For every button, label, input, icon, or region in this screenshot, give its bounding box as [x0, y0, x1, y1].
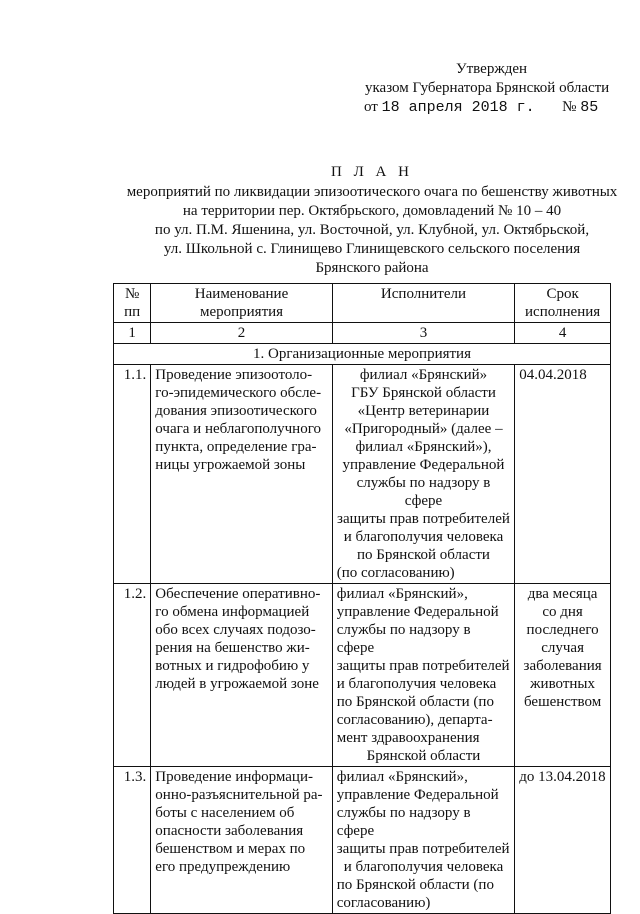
table-row — [114, 767, 611, 914]
activity-line: дования эпизоотического — [155, 403, 317, 419]
col-number: 1 — [114, 323, 151, 344]
executor-line: филиал «Брянский», — [336, 769, 468, 785]
activity-line: го-эпидемического обсле- — [155, 385, 322, 401]
table-body — [114, 365, 611, 914]
executor-line: управление Федеральной — [336, 787, 499, 803]
executor-line: филиал «Брянский» — [359, 367, 488, 383]
approval-title: Утвержден — [456, 61, 528, 77]
activity-line: обо всех случаях подозо- — [155, 622, 316, 638]
section-row — [114, 344, 611, 365]
title-line: мероприятий по ликвидации эпизоотического очага по бешенству животных — [126, 184, 618, 200]
col-number: 3 — [332, 323, 514, 344]
executor-line: согласованию), департа- — [336, 712, 493, 728]
executor-line: управление Федеральной — [336, 604, 499, 620]
activity-line: опасности заболевания — [155, 823, 304, 839]
term-line: 04.04.2018 — [519, 367, 587, 383]
executor-line: (по согласованию) — [336, 565, 455, 581]
activity-line: вотных и гидрофобию у — [155, 658, 310, 674]
header-term: Срок исполнения — [515, 284, 611, 323]
executor-line: согласованию) — [336, 895, 431, 911]
approval-number-label: № — [562, 99, 577, 115]
table-row — [114, 365, 611, 584]
activity-line: Проведение информаци- — [155, 769, 313, 785]
activity-line: людей в угрожаемой зоне — [155, 676, 319, 692]
executor-line: филиал «Брянский», — [336, 586, 468, 602]
document-title — [92, 163, 640, 278]
row-term — [515, 584, 611, 767]
term-line: со дня — [542, 604, 583, 620]
executor-line: защиты прав потребителей — [336, 658, 510, 674]
approval-block — [364, 60, 609, 117]
executor-line: ГБУ Брянской области — [351, 385, 496, 401]
executor-line: службы по надзору в сфере — [356, 475, 491, 509]
executor-line: по Брянской области (по — [336, 877, 494, 893]
executor-line: «Центр ветеринарии — [357, 403, 490, 419]
activity-line: рения на бешенство жи- — [155, 640, 310, 656]
executor-line: службы по надзору в сфере — [336, 805, 471, 839]
row-number: 1.3. — [114, 767, 151, 914]
executor-line: по Брянской области (по — [336, 694, 494, 710]
executor-line: управление Федеральной — [342, 457, 505, 473]
row-term — [515, 365, 611, 584]
term-line: два месяца — [527, 586, 598, 602]
row-executors — [332, 584, 514, 767]
row-executors — [332, 365, 514, 584]
row-number: 1.2. — [114, 584, 151, 767]
executor-line: и благополучия человека — [343, 859, 504, 875]
executor-line: филиал «Брянский»), — [355, 439, 492, 455]
title-line: ул. Школьной с. Глинищево Глинищевского сельского поселения — [163, 241, 581, 257]
plan-table — [113, 283, 611, 914]
term-line: последнего — [526, 622, 599, 638]
term-line: до 13.04.2018 — [519, 769, 606, 785]
activity-line: пункта, определение гра- — [155, 439, 317, 455]
executor-line: защиты прав потребителей — [336, 841, 510, 857]
column-number-row — [114, 323, 611, 344]
executor-line: службы по надзору в сфере — [336, 622, 471, 656]
col-number: 2 — [151, 323, 332, 344]
term-line: бешенством — [523, 694, 602, 710]
row-number: 1.1. — [114, 365, 151, 584]
activity-line: его предупреждению — [155, 859, 291, 875]
activity-line: очага и неблагополучного — [155, 421, 321, 437]
title-line: на территории пер. Октябрьского, домовладений № 10 – 40 — [182, 203, 562, 219]
executor-line: Брянской области — [366, 748, 481, 764]
activity-line: Обеспечение оперативно- — [155, 586, 321, 602]
table-header-row — [114, 284, 611, 323]
row-term — [515, 767, 611, 914]
col-number: 4 — [515, 323, 611, 344]
approval-number: 85 — [580, 99, 599, 116]
activity-line: Проведение эпизоотоло- — [155, 367, 313, 383]
approval-decree: указом Губернатора Брянской области — [365, 80, 610, 96]
term-line: животных — [530, 676, 596, 692]
title-line: Брянского района — [315, 260, 429, 276]
plan-heading: П Л А Н — [331, 164, 413, 180]
term-line: случая — [541, 640, 584, 656]
executor-line: мент здравоохранения — [336, 730, 480, 746]
activity-line: го обмена информацией — [155, 604, 310, 620]
title-line: по ул. П.М. Яшенина, ул. Восточной, ул. Клубной, ул. Октябрьской, — [154, 222, 590, 238]
activity-line: онно-разъяснительной ра- — [155, 787, 323, 803]
executor-line: и благополучия человека — [343, 529, 504, 545]
term-line: заболевания — [523, 658, 602, 674]
row-executors — [332, 767, 514, 914]
approval-date: 18 апреля 2018 г. — [381, 99, 535, 116]
activity-line: боты с населением об — [155, 805, 295, 821]
executor-line: «Пригородный» (далее – — [344, 421, 503, 437]
header-num: № пп — [114, 284, 151, 323]
header-executors: Исполнители — [332, 284, 514, 323]
approval-date-line — [364, 98, 609, 117]
executor-line: защиты прав потребителей — [337, 511, 510, 527]
row-activity — [151, 584, 332, 767]
table-row — [114, 584, 611, 767]
section-title: 1. Организационные мероприятия — [114, 344, 611, 365]
executor-line: и благополучия человека — [336, 676, 497, 692]
activity-line: ницы угрожаемой зоны — [155, 457, 306, 473]
header-name: Наименование мероприятия — [151, 284, 332, 323]
row-activity — [151, 767, 332, 914]
executor-line: по Брянской области — [357, 547, 490, 563]
row-activity — [151, 365, 332, 584]
activity-line: бешенством и мерах по — [155, 841, 306, 857]
approval-date-prefix: от — [364, 99, 378, 115]
